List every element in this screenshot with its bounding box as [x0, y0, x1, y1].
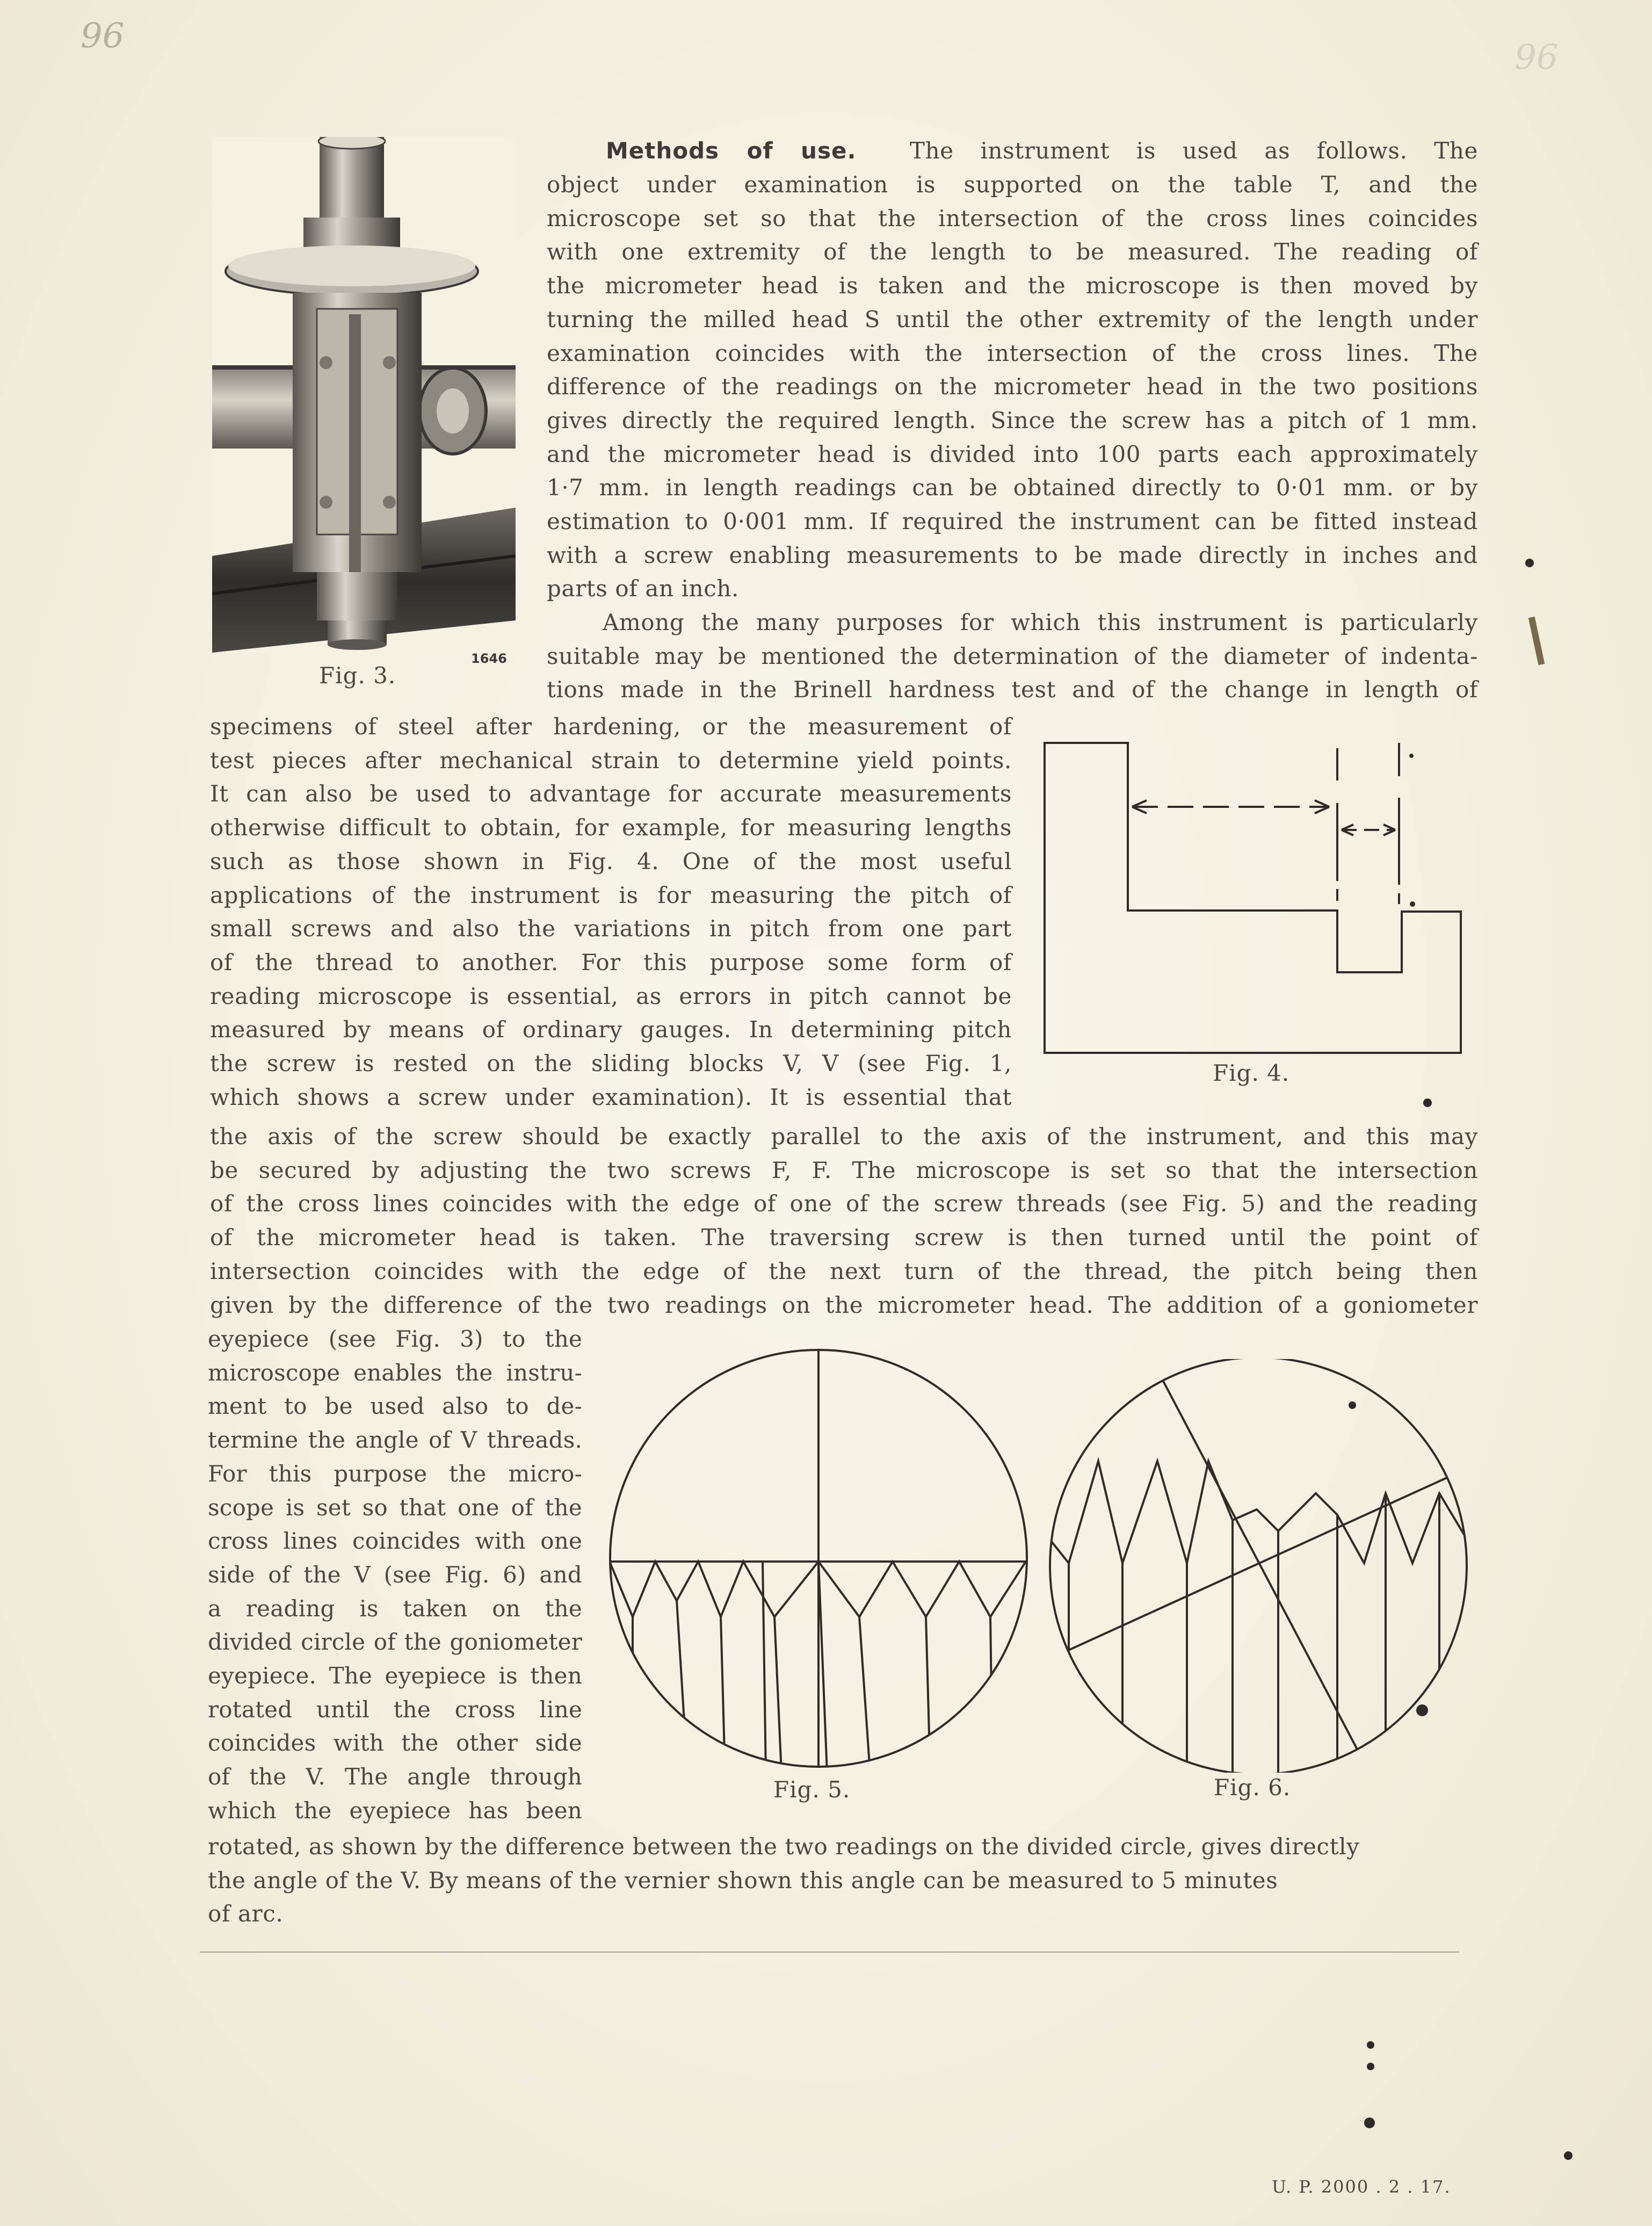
fig6-thread-angle-view-diagram [1047, 1359, 1472, 1773]
paragraph-methods-first-line: Methods of use. The instrument is used as follows. The [606, 138, 1478, 164]
ink-speck [1423, 1098, 1432, 1107]
fig3-instrument-photo [212, 137, 516, 653]
footer-rule [200, 1952, 1459, 1953]
ink-speck [1367, 2063, 1374, 2070]
fig4-stepped-profile-diagram [1037, 733, 1472, 1066]
ink-speck [1367, 2041, 1374, 2049]
paragraph-goniometer-conclusion: rotated, as shown by the difference between the two readings on the divided circle, gives directly the angle of the V. By means of the vernier shown this angle can be measured to 5 minutes of arc. [208, 1833, 1360, 1927]
ink-speck [1525, 559, 1534, 567]
fig5-caption: Fig. 5. [773, 1776, 851, 1803]
paper-blemish [1528, 617, 1545, 666]
fig4-caption: Fig. 4. [1213, 1060, 1290, 1086]
fig6-caption: Fig. 6. [1214, 1774, 1291, 1801]
fig3-caption: Fig. 3. [319, 662, 396, 689]
ink-speck [1564, 2151, 1573, 2160]
paragraph-purposes-beside-fig4: specimens of steel after hardening, or the measurement of test pieces after mechanical strain to determine yield points. It can also be used to advantage for accurate measurements otherwise difficult to obtain, for example, for measuring lengths such as those shown in Fig. 4. One of the most useful applications of the instrument is for measuring the pitch of small screws and also the variations in pitch from one part of the thread to another. For this purpose some form of reading microscope is essential, as errors in pitch cannot be measured by means of ordinary gauges. In determining pitch the screw is rested on the sliding blocks V, V (see Fig. 1, which shows a screw under examination). It is essential that [210, 713, 1012, 1110]
section-heading-methods-of-use: Methods of use. [606, 138, 857, 164]
paragraph-methods: object under examination is supported on the table T, and the microscope set so that the intersection of the cross lines coincides with one extremity of the length to be measured. The reading of the micrometer head is taken and the microscope is then moved by turning the milled head S until the other extremity of the length under examination coincides with the intersection of the cross lines. The difference of the readings on the micrometer head in the two positions gives directly the required length. Since the screw has a pitch of 1 mm. and the micrometer head is divided into 100 parts each approximately 1·7 mm. in length readings can be obtained directly to 0·01 mm. or by estimation to 0·001 mm. If required the instrument can be fitted instead with a screw enabling measurements to be made directly in inches and parts of an inch. [547, 171, 1478, 602]
paragraph-purposes-full-width: the axis of the screw should be exactly parallel to the axis of the instrument, and this may be secured by adjusting the two screws F, F. The microscope is set so that the intersection of the cross lines coincides with the edge of one of the screw threads (see Fig. 5) and the reading of the micrometer head is taken. The traversing screw is then turned until the point of intersection coincides with the edge of the next turn of the thread, the pitch being then given by the difference of the two readings on the micrometer head. The addition of a goniometer [210, 1123, 1478, 1318]
ink-speck [1364, 2117, 1375, 2128]
faded-page-mark: 96 [1515, 38, 1559, 77]
handwritten-page-mark: 96 [81, 16, 125, 56]
paragraph-goniometer-narrow: eyepiece (see Fig. 3) to the microscope enables the instru- ment to be used also to de- termine the angle of V threads. For this purpose the micro- scope is set so that one of the cross lines coincides with one side of the V (see Fig. 6) and a reading is taken on the divided circle of the goniometer eyepiece. The eyepiece is then rotated until the cross line coincides with the other side of the V. The angle through which the eyepiece has been [208, 1326, 582, 1824]
fig5-thread-pitch-view-diagram [602, 1348, 1031, 1773]
paragraph-purposes-top: Among the many purposes for which this instrument is particularly suitable may be mentioned the determination of the diameter of indenta- tions made in the Brinell hardness test and of the change in length of [547, 609, 1478, 703]
fig3-plate-number: 1646 [471, 651, 507, 666]
printer-imprint: U. P. 2000 . 2 . 17. [1272, 2177, 1451, 2197]
